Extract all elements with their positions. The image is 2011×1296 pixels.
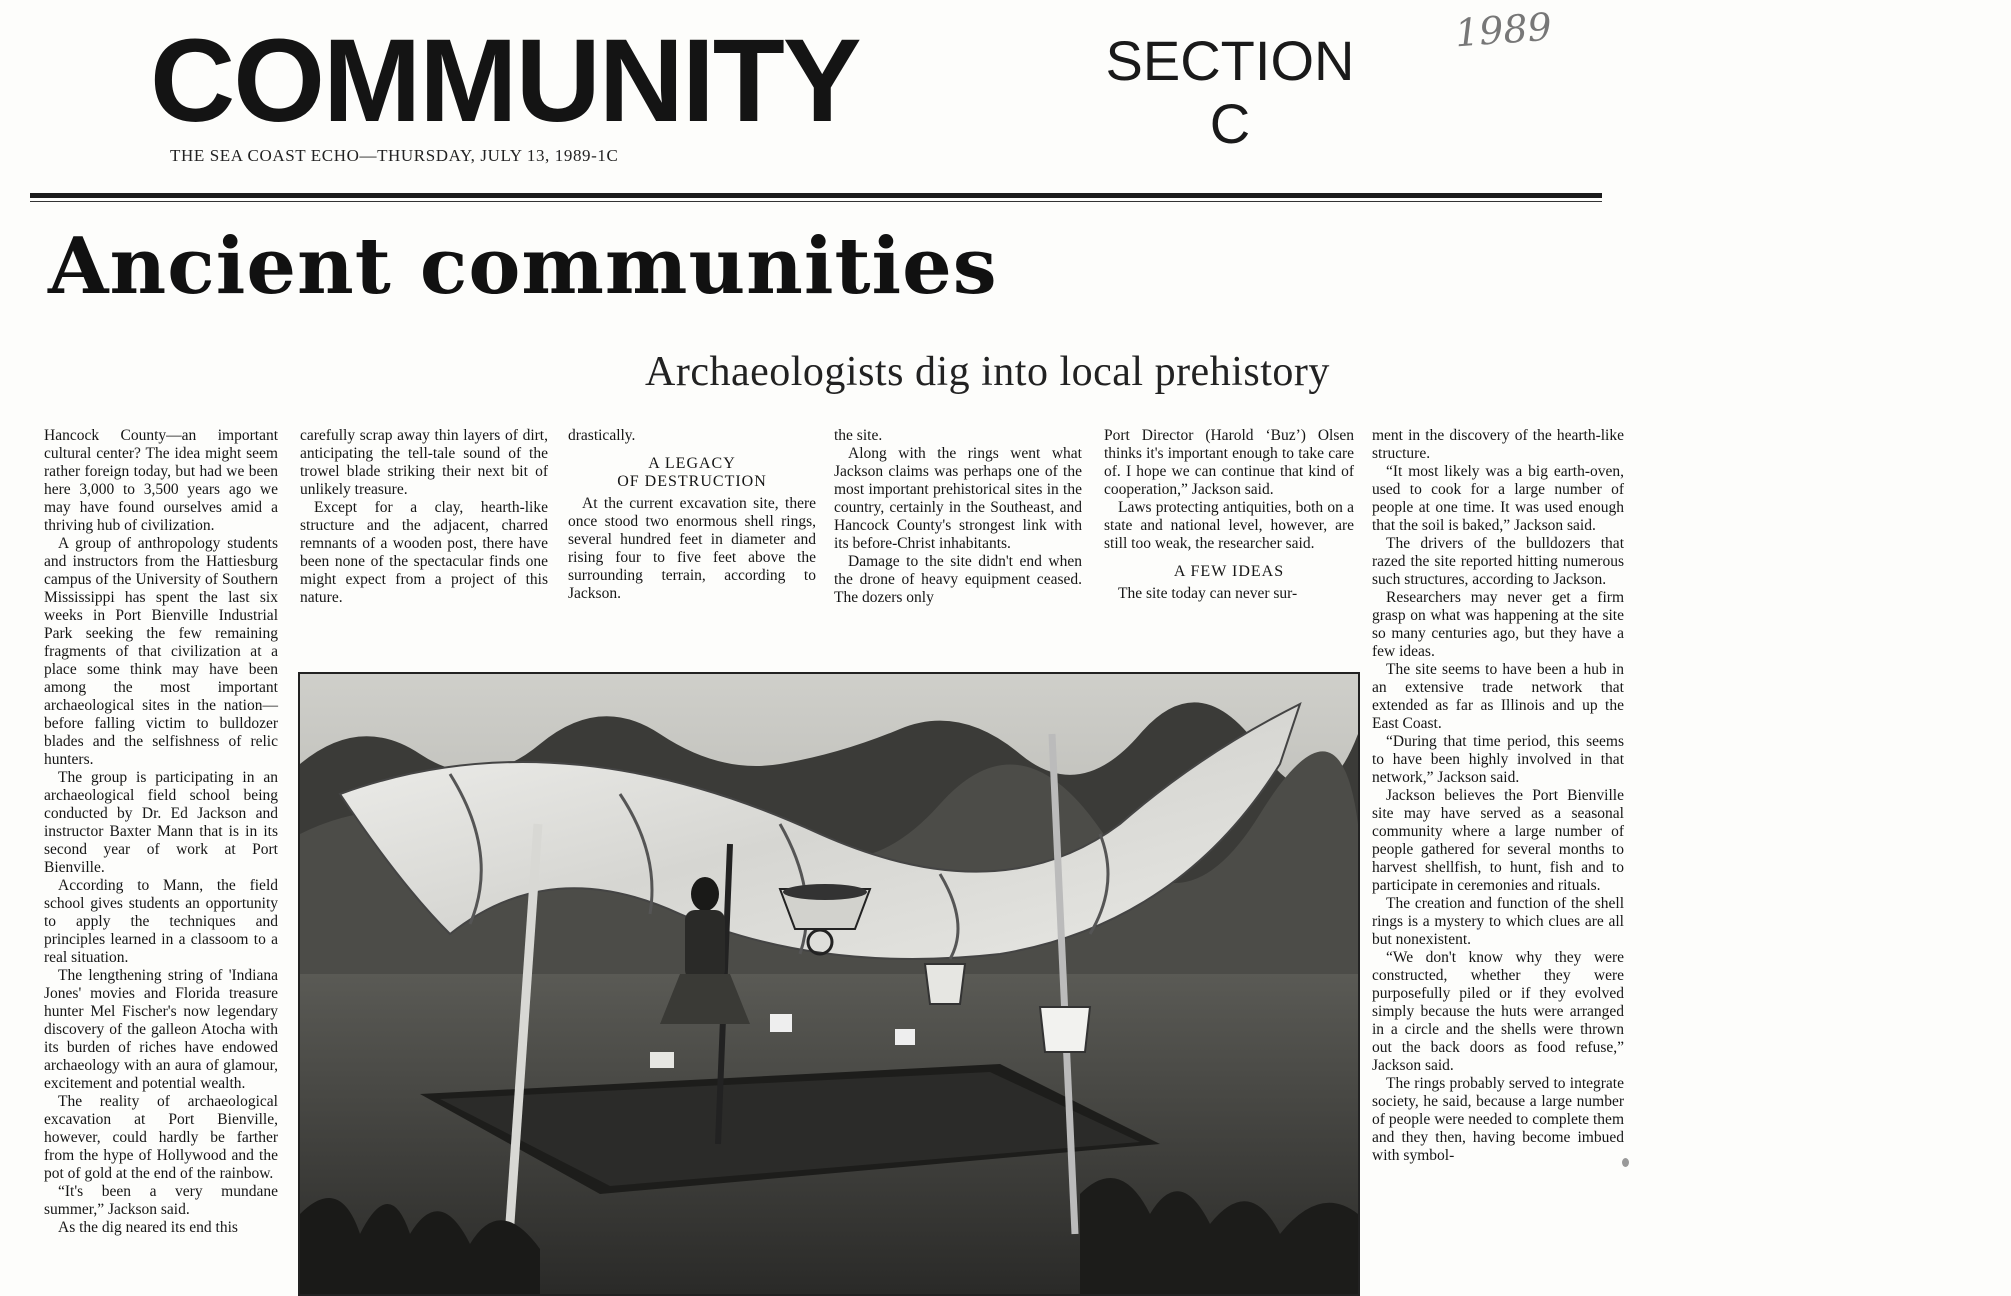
subheading-legacy <box>568 455 816 491</box>
excavation-photo <box>298 672 1360 1296</box>
paragraph: At the current excavation site, there once stood two enormous shell rings, several hundred feet in diameter and rising four to five feet above the surrounding terrain, according to Jackson. <box>568 495 816 602</box>
paragraph: “We don't know why they were constructed, whether they were purposefully piled or if they evolved simply because the huts were arranged in a circle and the shells were thrown out the back doors as food refuse,” Jackson said. <box>1372 949 1624 1074</box>
paragraph: Port Director (Harold ‘Buz’) Olsen thinks it's important enough to take care of. I hope we can continue that kind of cooperation,” Jackson said. <box>1104 427 1354 498</box>
paragraph: the site. <box>834 427 883 444</box>
paragraph: Along with the rings went what Jackson claims was perhaps one of the most important prehistorical sites in the country, certainly in the Southeast, and Hancock County's strongest link with its before-Christ inhabitants. <box>834 445 1082 552</box>
section-name: COMMUNITY <box>150 15 860 147</box>
headline: Ancient communities <box>48 221 998 312</box>
paragraph: The site today can never sur- <box>1118 585 1298 602</box>
paragraph: As the dig neared its end this <box>58 1219 238 1236</box>
paragraph: Researchers may never get a firm grasp on what was happening at the site so many centuries ago, but they have a few ideas. <box>1372 589 1624 660</box>
section-label-word: SECTION <box>1105 29 1355 92</box>
scan-speck <box>1622 1158 1629 1167</box>
handwritten-year: 1989 <box>1453 4 1554 56</box>
paragraph: The reality of archaeological excavation at Port Bienville, however, could hardly be farther from the hype of Hollywood and the pot of gold at the end of the rainbow. <box>44 1093 278 1182</box>
article-column-4 <box>834 427 1082 607</box>
masthead-rule <box>30 193 1602 198</box>
paragraph: carefully scrap away thin layers of dirt, anticipating the tell-tale sound of the trowel blade striking their next bit of unlikely treasure. <box>300 427 548 498</box>
paragraph: The site seems to have been a hub in an extensive trade network that extended as far as Illinois and up the East Coast. <box>1372 661 1624 732</box>
paragraph: A group of anthropology students and instructors from the Hattiesburg campus of the University of Southern Mississippi has spent the last six weeks in Port Bienville Industrial Park seeking the few remaining fragments of that civilization at a place some think may have been among the most important archaeological sites in the nation—before falling victim to bulldozer blades and the selfishness of relic hunters. <box>44 535 278 768</box>
paragraph: The group is participating in an archaeological field school being conducted by Dr. Ed Jackson and instructor Baxter Mann that is in its second year of work at Port Bienville. <box>44 769 278 876</box>
article-column-3 <box>568 427 816 603</box>
paragraph: “It most likely was a big earth-oven, used to cook for a large number of people at one time. It was used enough that the soil is baked,” Jackson said. <box>1372 463 1624 534</box>
paragraph: The rings probably served to integrate society, he said, because a large number of people were needed to complete them and they then, having become imbued with symbol- <box>1372 1075 1624 1164</box>
subheadline: Archaeologists dig into local prehistory <box>645 349 1330 395</box>
paragraph: According to Mann, the field school gives students an opportunity to apply the techniques and principles learned in a classoom to a real situation. <box>44 877 278 966</box>
paragraph: The creation and function of the shell rings is a mystery to which clues are all but nonexistent. <box>1372 895 1624 948</box>
article-column-6 <box>1372 427 1624 1165</box>
subheading-line: OF DESTRUCTION <box>617 473 767 490</box>
masthead-rule-thin <box>30 201 1602 202</box>
paragraph: Hancock County—an important cultural center? The idea might seem rather foreign today, but had we been here 3,000 to 3,500 years ago we may have found ourselves amid a thriving hub of civilization. <box>44 427 278 534</box>
paragraph: The drivers of the bulldozers that razed the site reported hitting numerous such structures, according to Jackson. <box>1372 535 1624 588</box>
paragraph: Damage to the site didn't end when the drone of heavy equipment ceased. The dozers only <box>834 553 1082 606</box>
section-label-letter: C <box>1209 91 1251 155</box>
paragraph: Laws protecting antiquities, both on a state and national level, however, are still too weak, the researcher said. <box>1104 499 1354 552</box>
section-label <box>1100 30 1360 155</box>
paragraph: “During that time period, this seems to have been highly involved in that network,” Jackson said. <box>1372 733 1624 786</box>
subheading-few-ideas: A FEW IDEAS <box>1173 563 1285 580</box>
subheading-line: A LEGACY <box>648 455 736 472</box>
paragraph: “It's been a very mundane summer,” Jackson said. <box>44 1183 278 1218</box>
paragraph: Except for a clay, hearth-like structure and the adjacent, charred remnants of a wooden post, there have been none of the spectacular finds one might expect from a project of this nature. <box>300 499 548 606</box>
dateline: THE SEA COAST ECHO—THURSDAY, JULY 13, 1989-1C <box>170 146 619 165</box>
paragraph: The lengthening string of 'Indiana Jones' movies and Florida treasure hunter Mel Fischer's now legendary discovery of the galleon Atocha with its burden of riches have endowed archaeology with an aura of glamour, excitement and potential wealth. <box>44 967 278 1092</box>
article-column-2 <box>300 427 548 607</box>
article-column-1 <box>44 427 278 1237</box>
paragraph: drastically. <box>568 427 636 444</box>
paragraph: Jackson believes the Port Bienville site may have served as a seasonal community where a large number of people gathered for several months to harvest shellfish, to hunt, fish and to participate in ceremonies and rituals. <box>1372 787 1624 894</box>
article-column-5 <box>1104 427 1354 603</box>
paragraph: ment in the discovery of the hearth-like structure. <box>1372 427 1624 462</box>
